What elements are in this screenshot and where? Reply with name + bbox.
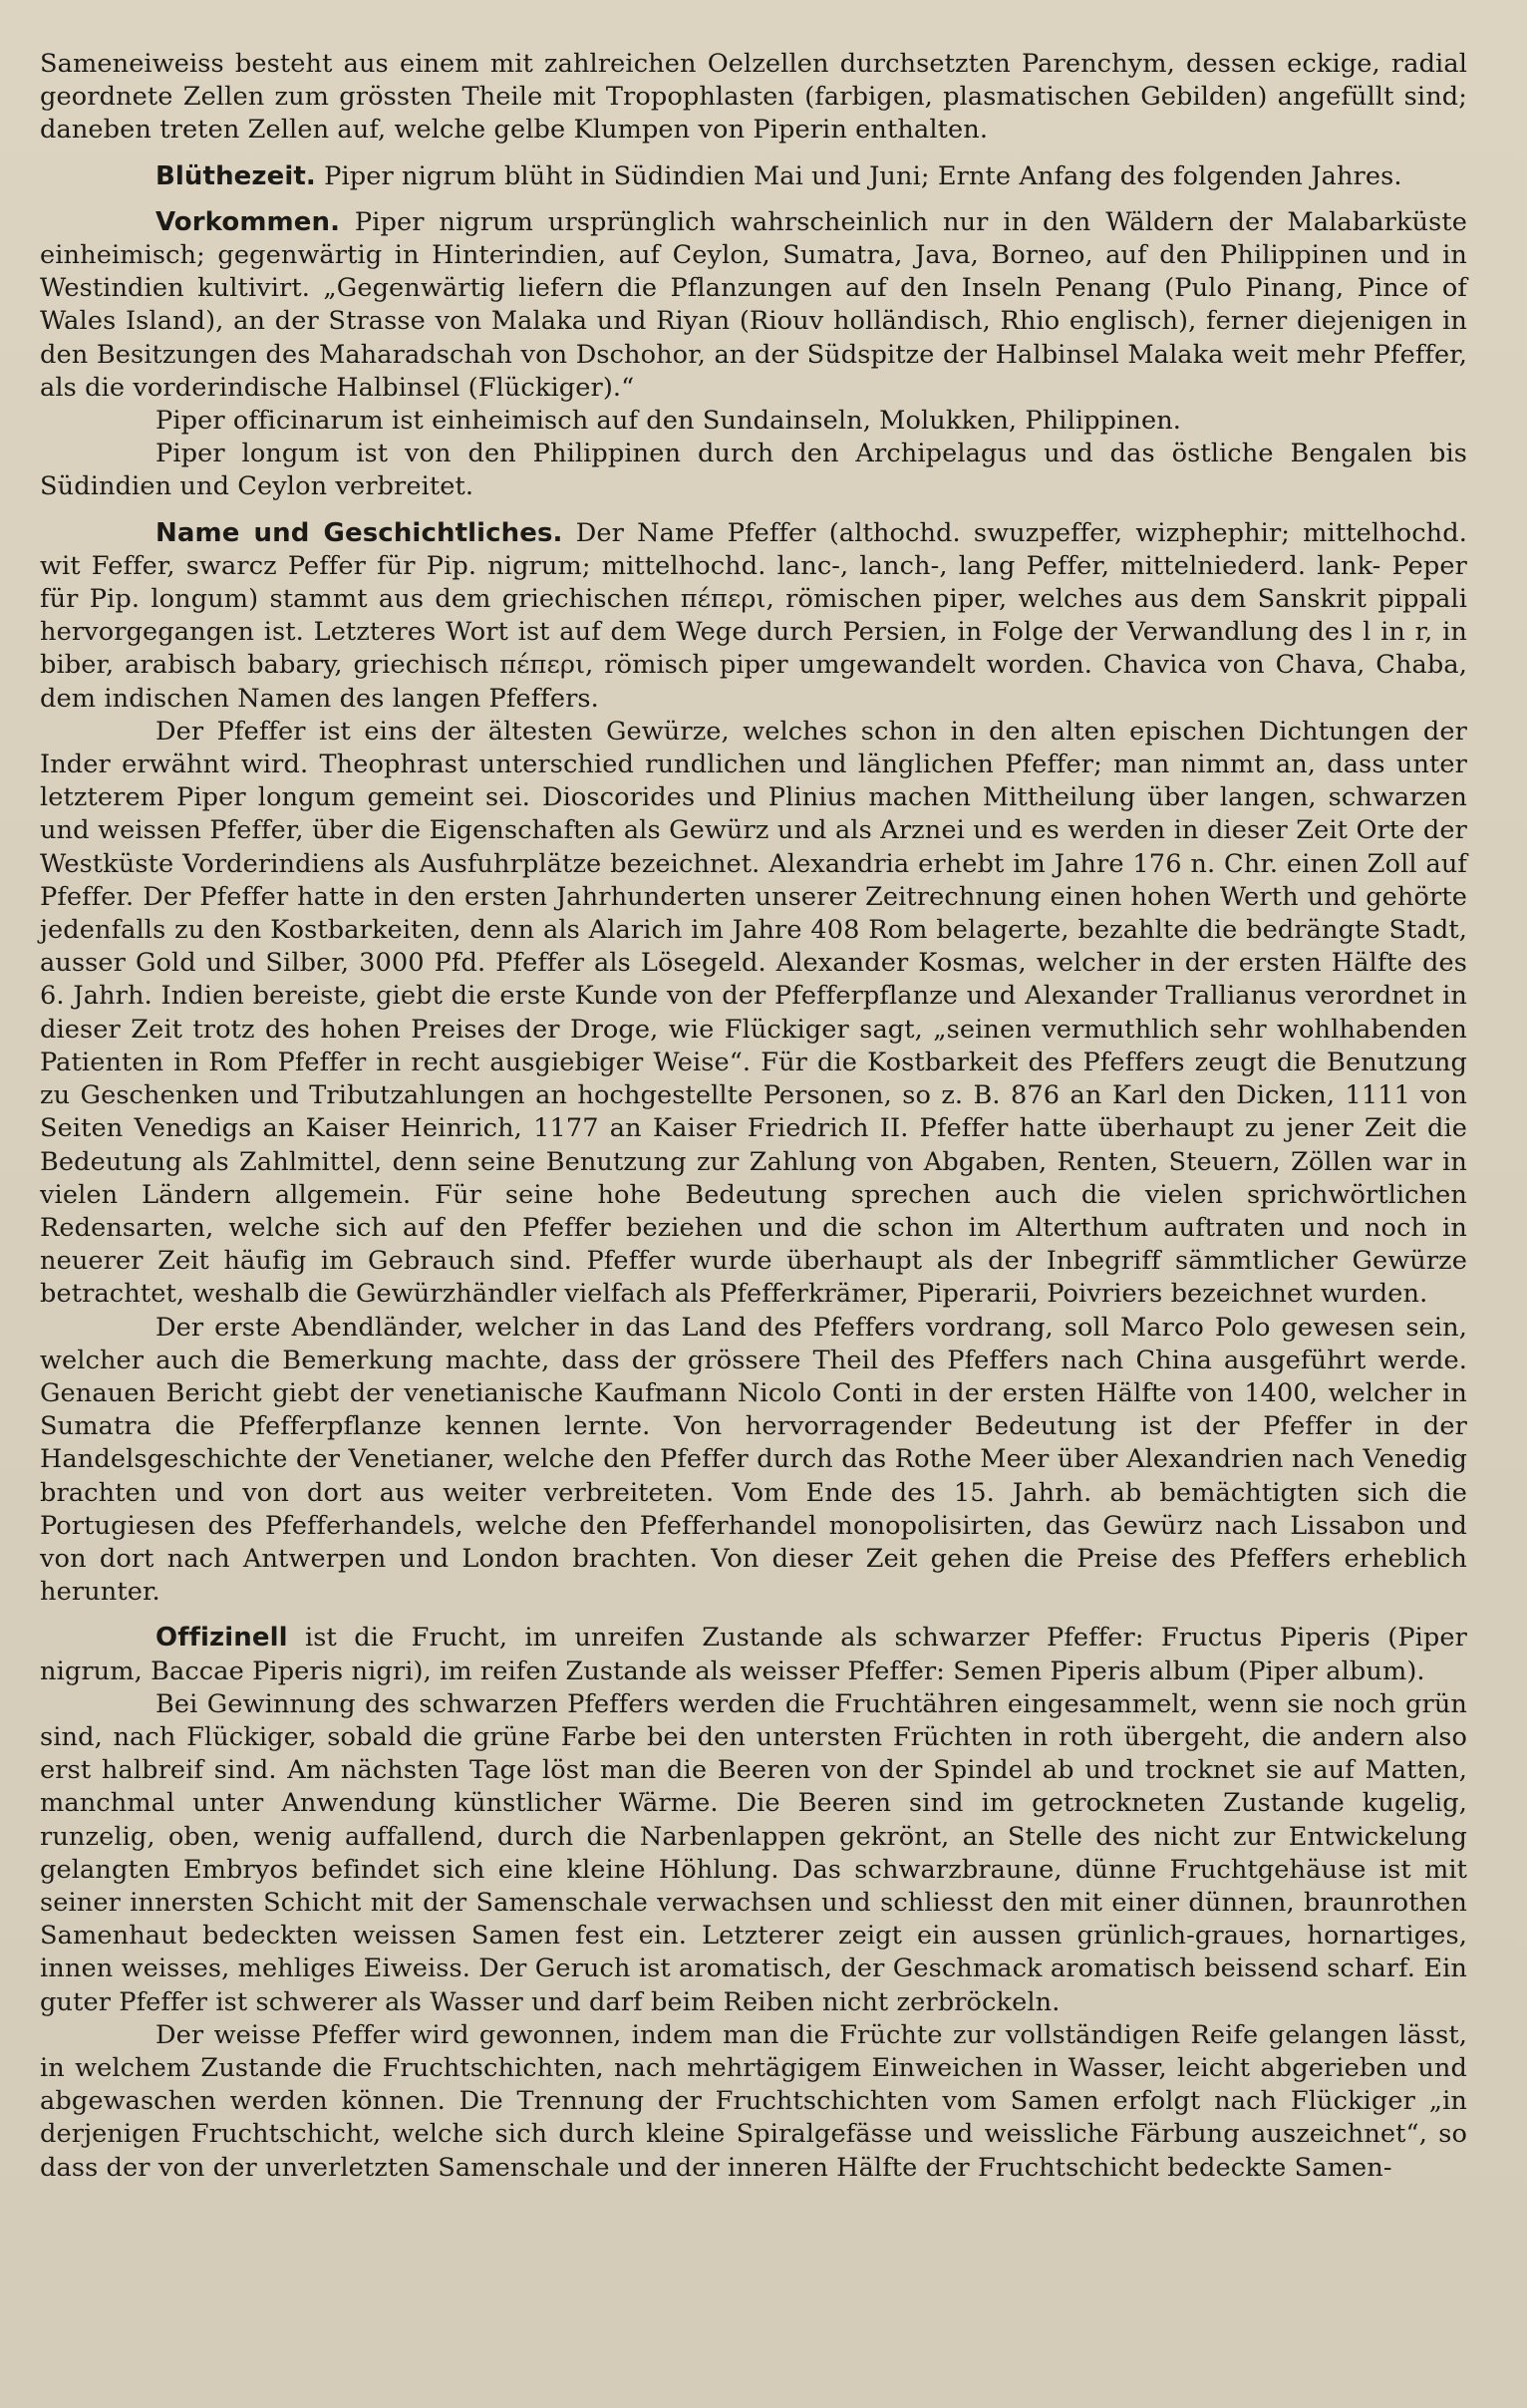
paragraph-text: Der Name Pfeffer (althochd. swuzpeffer, wizphephir; mittelhochd. wit Feffer, swarcz Peffer für Pip. nigrum; mittelhochd. lanc-, lanch-, lang Peffer, mittelniederd. lank- Peper für Pip. longum) stammt aus dem griechischen πέπερι, römischen piper, welches aus dem Sanskrit pippali hervorgegangen ist. Letzteres Wort ist auf dem Wege durch Persien, in Folge der Verwandlung des l in r, in biber, arabisch babary, griechisch πέπερι, römisch piper umgewandelt worden. Chavica von Chava, Chaba, dem indischen Namen des langen Pfeffers. — [40, 517, 1467, 714]
section-heading-offizinell: Offizinell — [155, 1623, 288, 1654]
section-heading-vorkommen: Vorkommen. — [155, 206, 341, 237]
paragraph-name — [40, 517, 1467, 716]
section-heading-bluethezeit: Blüthezeit. — [155, 160, 316, 191]
paragraph-bluethezeit — [40, 160, 1467, 193]
paragraph-intro: Sameneiweiss besteht aus einem mit zahlreichen Oelzellen durchsetzten Parenchym, dessen eckige, radial geordnete Zellen zum grössten Theile mit Tropophlasten (farbigen, plasmatischen Gebilden) angefüllt sind; daneben treten Zellen auf, welche gelbe Klumpen von Piperin enthalten. — [40, 49, 1467, 146]
paragraph-vorkommen — [40, 206, 1467, 405]
paragraph-longum: Piper longum ist von den Philippinen durch den Archipelagus und das östliche Bengalen bis Südindien und Ceylon verbreitet. — [40, 439, 1467, 502]
paragraph-geschichte-1: Der Pfeffer ist eins der ältesten Gewürze, welches schon in den alten epischen Dichtungen der Inder erwähnt wird. Theophrast unterschied rundlichen und länglichen Pfeffer; man nimmt an, dass unter letzterem Piper longum gemeint sei. Dioscorides und Plinius machen Mittheilung über langen, schwarzen und weissen Pfeffer, über die Eigenschaften als Gewürz und als Arznei und es werden in dieser Zeit Orte der Westküste Vorderindiens als Ausfuhrplätze bezeichnet. Alexandria erhebt im Jahre 176 n. Chr. einen Zoll auf Pfeffer. Der Pfeffer hatte in den ersten Jahrhunderten unserer Zeitrechnung einen hohen Werth und gehörte jedenfalls zu den Kostbarkeiten, denn als Alarich im Jahre 408 Rom belagerte, bezahlte die bedrängte Stadt, ausser Gold und Silber, 3000 Pfd. Pfeffer als Lösegeld. Alexander Kosmas, welcher in der ersten Hälfte des 6. Jahrh. Indien bereiste, giebt die erste Kunde von der Pfefferpflanze und Alexander Trallianus verordnet in dieser Zeit trotz des hohen Preises der Droge, wie Flückiger sagt, „seinen vermuthlich sehr wohlhabenden Patienten in Rom Pfeffer in recht ausgiebiger Weise“. Für die Kostbarkeit des Pfeffers zeugt die Benutzung zu Geschenken und Tributzahlungen an hochgestellte Personen, so z. B. 876 an Karl den Dicken, 1111 von Seiten Venedigs an Kaiser Heinrich, 1177 an Kaiser Friedrich II. Pfeffer hatte überhaupt zu jener Zeit die Bedeutung als Zahlmittel, denn seine Benutzung zur Zahlung von Abgaben, Renten, Steuern, Zöllen war in vielen Ländern allgemein. Für seine hohe Bedeutung sprechen auch die vielen sprichwörtlichen Redensarten, welche sich auf den Pfeffer beziehen und die schon im Alterthum auftraten und noch in neuerer Zeit häufig im Gebrauch sind. Pfeffer wurde überhaupt als der Inbegriff sämmtlicher Gewürze betrachtet, weshalb die Gewürzhändler vielfach als Pfefferkrämer, Piperarii, Poivriers bezeichnet wurden. — [40, 716, 1467, 1310]
paragraph-geschichte-2: Der erste Abendländer, welcher in das Land des Pfeffers vordrang, soll Marco Polo gewesen sein, welcher auch die Bemerkung machte, dass der grössere Theil des Pfeffers nach China ausgeführt werde. Genauen Bericht giebt der venetianische Kaufmann Nicolo Conti in der ersten Hälfte von 1400, welcher in Sumatra die Pfefferpflanze kennen lernte. Von hervorragender Bedeutung ist der Pfeffer in der Handelsgeschichte der Venetianer, welche den Pfeffer durch das Rothe Meer über Alexandrien nach Venedig brachten und von dort aus weiter verbreiteten. Vom Ende des 15. Jahrh. ab bemächtigten sich die Portugiesen des Pfefferhandels, welche den Pfefferhandel monopolisirten, das Gewürz nach Lissabon und von dort nach Antwerpen und London brachten. Von dieser Zeit gehen die Preise des Pfeffers erheblich herunter. — [40, 1312, 1467, 1608]
paragraph-text: ist die Frucht, im unreifen Zustande als schwarzer Pfeffer: Fructus Piperis (Piper nigrum, Baccae Piperis nigri), im reifen Zustande als weisser Pfeffer: Semen Piperis album (Piper album). — [40, 1623, 1467, 1686]
paragraph-text: Piper nigrum blüht in Südindien Mai und Juni; Ernte Anfang des folgenden Jahres. — [324, 160, 1402, 191]
paragraph-officinarum: Piper officinarum ist einheimisch auf den Sundainseln, Molukken, Philippinen. — [155, 406, 1182, 437]
paragraph-gewinnung-2: Der weisse Pfeffer wird gewonnen, indem man die Früchte zur vollständigen Reife gelangen lässt, in welchem Zustande die Fruchtschichten, nach mehrtägigem Einweichen in Wasser, leicht abgerieben und abgewaschen werden können. Die Trennung der Fruchtschichten vom Samen erfolgt nach Flückiger „in derjenigen Fruchtschicht, welche sich durch kleine Spiralgefässe und weissliche Färbung auszeichnet“, so dass der von der unverletzten Samenschale und der inneren Hälfte der Fruchtschicht bedeckte Samen- — [40, 2019, 1467, 2183]
document-body — [40, 48, 1467, 2185]
paragraph-offizinell — [40, 1622, 1467, 1687]
paragraph-text: Piper nigrum ursprünglich wahrscheinlich nur in den Wäldern der Malabarküste einheimisch; gegenwärtig in Hinterindien, auf Ceylon, Sumatra, Java, Borneo, auf den Philippinen und in Westindien kultivirt. „Gegenwärtig liefern die Pflanzungen auf den Inseln Penang (Pulo Pinang, Pince of Wales Island), an der Strasse von Malaka und Riyan (Riouv holländisch, Rhio englisch), ferner diejenigen in den Besitzungen des Maharadschah von Dschohor, an der Südspitze der Halbinsel Malaka weit mehr Pfeffer, als die vorderindische Halbinsel (Flückiger).“ — [40, 206, 1467, 403]
paragraph-gewinnung-1: Bei Gewinnung des schwarzen Pfeffers werden die Fruchtähren eingesammelt, wenn sie noch grün sind, nach Flückiger, sobald die grüne Farbe bei den untersten Früchten in roth übergeht, die andern also erst halbreif sind. Am nächsten Tage löst man die Beeren von der Spindel ab und trocknet sie auf Matten, manchmal unter Anwendung künstlicher Wärme. Die Beeren sind im getrockneten Zustande kugelig, runzelig, oben, wenig auffallend, durch die Narbenlappen gekrönt, an Stelle des nicht zur Entwickelung gelangten Embryos befindet sich eine kleine Höhlung. Das schwarzbraune, dünne Fruchtgehäuse ist mit seiner innersten Schicht mit der Samenschale verwachsen und schliesst den mit einer dünnen, braunrothen Samenhaut bedeckten weissen Samen fest ein. Letzterer zeigt ein aussen grünlich-graues, hornartiges, innen weisses, mehliges Eiweiss. Der Geruch ist aromatisch, der Geschmack aromatisch beissend scharf. Ein guter Pfeffer ist schwerer als Wasser und darf beim Reiben nicht zerbröckeln. — [40, 1688, 1467, 2017]
section-heading-name: Name und Geschichtliches. — [155, 517, 563, 548]
